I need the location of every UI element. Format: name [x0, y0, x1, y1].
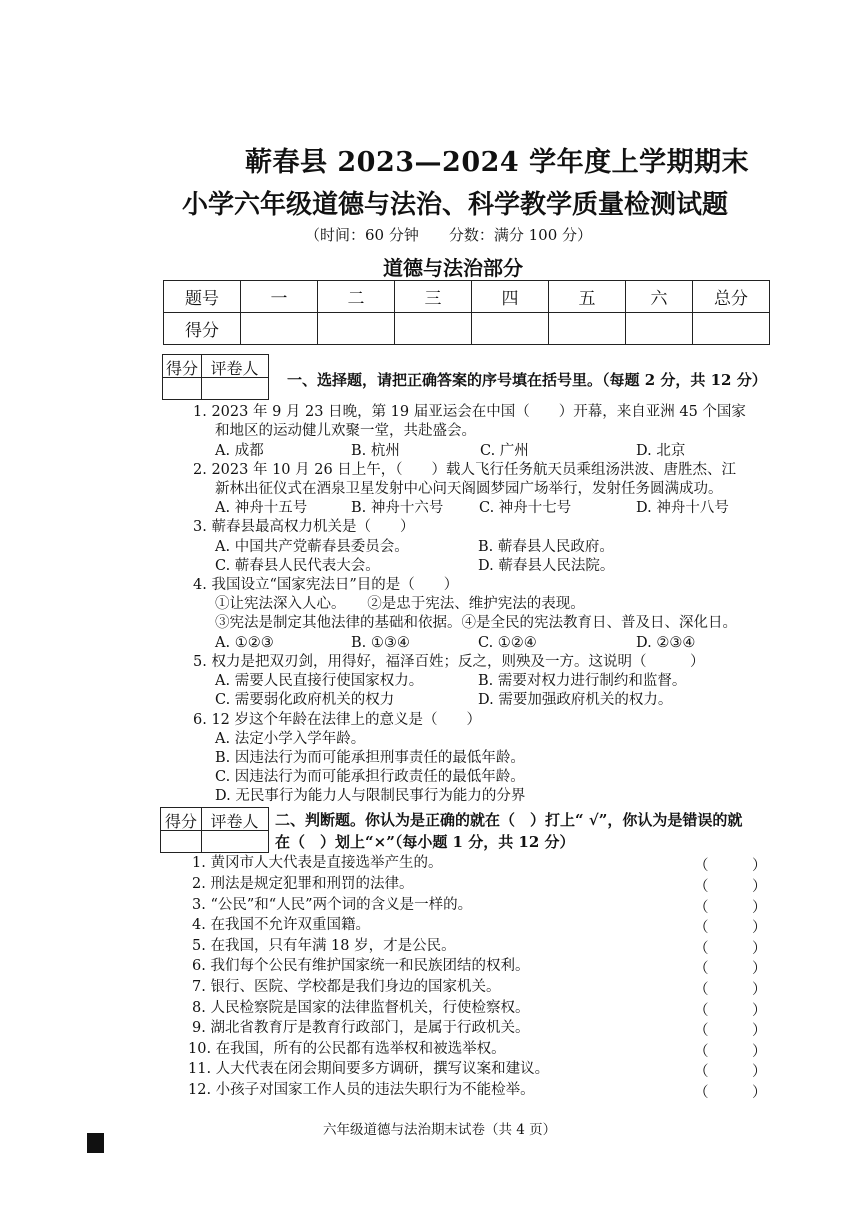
score-table-header-row	[164, 281, 770, 313]
part2-header-line1: 二、判断题。你认为是正确的就在（ ）打上“ √”，你认为是错误的就	[275, 811, 743, 829]
q2-stem-line2: 新林出征仪式在酒泉卫星发射中心问天阁圆梦园广场举行，发射任务圆满成功。	[215, 481, 723, 497]
score-input-cell[interactable]	[549, 313, 626, 345]
q2-option-c: C. 神舟十七号	[479, 500, 572, 516]
q1-option-b: B. 杭州	[351, 443, 400, 459]
answer-paren[interactable]: （ ）	[694, 961, 767, 977]
q6-option-c: C. 因违法行为而可能承担行政责任的最低年龄。	[215, 769, 525, 785]
scan-registration-mark	[87, 1133, 104, 1153]
q4-option-d: D. ②③④	[636, 635, 696, 651]
judgment-item: 4. 在我国不允许双重国籍。	[192, 917, 370, 933]
score-cell-label: 题号	[164, 281, 241, 313]
answer-paren[interactable]: （ ）	[694, 1023, 767, 1039]
judgment-item: 6. 我们每个公民有维护国家统一和民族团结的权利。	[192, 958, 530, 974]
q6-stem: 6. 12 岁这个年龄在法律上的意义是（ ）	[193, 712, 482, 728]
q4-statement-line2: ③宪法是制定其他法律的基础和依据。④是全民的宪法教育日、普及日、深化日。	[215, 615, 737, 631]
answer-paren[interactable]: （ ）	[694, 1064, 767, 1080]
q4-option-c: C. ①②④	[478, 635, 537, 651]
exam-time-info: （时间：60 分钟 分数：满分 100 分）	[305, 226, 593, 244]
score-cell-q2: 二	[318, 281, 395, 313]
q1-option-c: C. 广州	[480, 443, 529, 459]
judgment-item: 12. 小孩子对国家工作人员的违法失职行为不能检举。	[188, 1082, 535, 1098]
answer-paren[interactable]: （ ）	[694, 900, 767, 916]
exam-title-line1: 蕲春县 2023—2024 学年度上学期期末	[245, 147, 750, 178]
grader-name-label: 评卷人	[210, 812, 259, 831]
q6-option-a: A. 法定小学入学年龄。	[215, 731, 366, 747]
q3-option-a: A. 中国共产党蕲春县委员会。	[215, 539, 409, 555]
judgment-item: 2. 刑法是规定犯罪和刑罚的法律。	[192, 876, 414, 892]
answer-paren[interactable]: （ ）	[694, 941, 767, 957]
score-input-cell[interactable]	[395, 313, 472, 345]
answer-paren[interactable]: （ ）	[694, 1044, 767, 1060]
q2-option-a: A. 神舟十五号	[215, 500, 308, 516]
score-input-cell[interactable]	[626, 313, 693, 345]
q2-option-d: D. 神舟十八号	[636, 500, 729, 516]
grader-score-label: 得分	[164, 812, 197, 831]
q3-option-d: D. 蕲春县人民法院。	[478, 558, 615, 574]
q2-stem-line1: 2. 2023 年 10 月 26 日上午，（ ）载人飞行任务航天员乘组汤洪波、唐胜杰、江	[193, 462, 737, 478]
q1-stem-line1: 1. 2023 年 9 月 23 日晚，第 19 届亚运会在中国（ ）开幕，来自亚洲 45 个国家	[193, 404, 746, 420]
grader-box-part1	[162, 354, 269, 400]
score-cell-q4: 四	[472, 281, 549, 313]
judgment-item: 7. 银行、医院、学校都是我们身边的国家机关。	[192, 979, 501, 995]
q2-option-b: B. 神舟十六号	[351, 500, 444, 516]
q1-option-a: A. 成都	[215, 443, 264, 459]
q5-option-d: D. 需要加强政府机关的权力。	[478, 692, 673, 708]
part2-header-line2: 在（ ）划上“×”（每小题 1 分，共 12 分）	[275, 833, 575, 851]
exam-title-line2: 小学六年级道德与法治、科学教学质量检测试题	[182, 190, 729, 220]
grader-box-part2	[160, 807, 269, 853]
score-table-score-row	[164, 313, 770, 345]
score-input-cell[interactable]	[693, 313, 770, 345]
score-row-label: 得分	[164, 313, 241, 345]
q4-option-a: A. ①②③	[215, 635, 274, 651]
q5-option-c: C. 需要弱化政府机关的权力	[215, 692, 395, 708]
q3-option-c: C. 蕲春县人民代表大会。	[215, 558, 380, 574]
judgment-item: 9. 湖北省教育厅是教育行政部门，是属于行政机关。	[192, 1020, 530, 1036]
q6-option-d: D. 无民事行为能力人与限制民事行为能力的分界	[215, 788, 526, 804]
q3-option-b: B. 蕲春县人民政府。	[478, 539, 614, 555]
q3-stem: 3. 蕲春县最高权力机关是（ ）	[193, 519, 415, 535]
judgment-item: 1. 黄冈市人大代表是直接选举产生的。	[192, 855, 443, 871]
score-cell-q1: 一	[241, 281, 318, 313]
q1-stem-line2: 和地区的运动健儿欢聚一堂，共赴盛会。	[215, 423, 476, 439]
score-cell-q5: 五	[549, 281, 626, 313]
score-cell-q6: 六	[626, 281, 693, 313]
answer-paren[interactable]: （ ）	[694, 879, 767, 895]
answer-paren[interactable]: （ ）	[694, 1085, 767, 1101]
answer-paren[interactable]: （ ）	[694, 858, 767, 874]
judgment-item: 3. “公民”和“人民”两个词的含义是一样的。	[192, 897, 473, 913]
score-table	[163, 280, 770, 345]
answer-paren[interactable]: （ ）	[694, 1003, 767, 1019]
score-cell-total: 总分	[693, 281, 770, 313]
q5-stem: 5. 权力是把双刃剑，用得好，福泽百姓；反之，则殃及一方。这说明（ ）	[193, 654, 705, 670]
q4-statement-line1: ①让宪法深入人心。 ②是忠于宪法、维护宪法的表现。	[215, 596, 585, 612]
q1-option-d: D. 北京	[636, 443, 686, 459]
grader-name-label: 评卷人	[210, 359, 259, 378]
judgment-item: 11. 人大代表在闭会期间要多方调研，撰写议案和建议。	[188, 1061, 550, 1077]
q4-stem: 4. 我国设立“国家宪法日”目的是（ ）	[193, 577, 459, 593]
score-input-cell[interactable]	[318, 313, 395, 345]
judgment-item: 5. 在我国，只有年满 18 岁，才是公民。	[192, 938, 456, 954]
part1-header: 一、选择题，请把正确答案的序号填在括号里。（每题 2 分，共 12 分）	[287, 371, 767, 389]
q5-option-b: B. 需要对权力进行制约和监督。	[478, 673, 687, 689]
score-input-cell[interactable]	[472, 313, 549, 345]
score-input-cell[interactable]	[241, 313, 318, 345]
score-cell-q3: 三	[395, 281, 472, 313]
answer-paren[interactable]: （ ）	[694, 920, 767, 936]
grader-score-label: 得分	[165, 359, 198, 378]
section-title: 道德与法治部分	[383, 256, 523, 280]
judgment-item: 10. 在我国，所有的公民都有选举权和被选举权。	[188, 1041, 506, 1057]
q5-option-a: A. 需要人民直接行使国家权力。	[215, 673, 424, 689]
page-footer: 六年级道德与法治期末试卷（共 4 页）	[323, 1122, 557, 1138]
judgment-item: 8. 人民检察院是国家的法律监督机关，行使检察权。	[192, 1000, 530, 1016]
answer-paren[interactable]: （ ）	[694, 982, 767, 998]
q6-option-b: B. 因违法行为而可能承担刑事责任的最低年龄。	[215, 750, 525, 766]
q4-option-b: B. ①③④	[351, 635, 410, 651]
